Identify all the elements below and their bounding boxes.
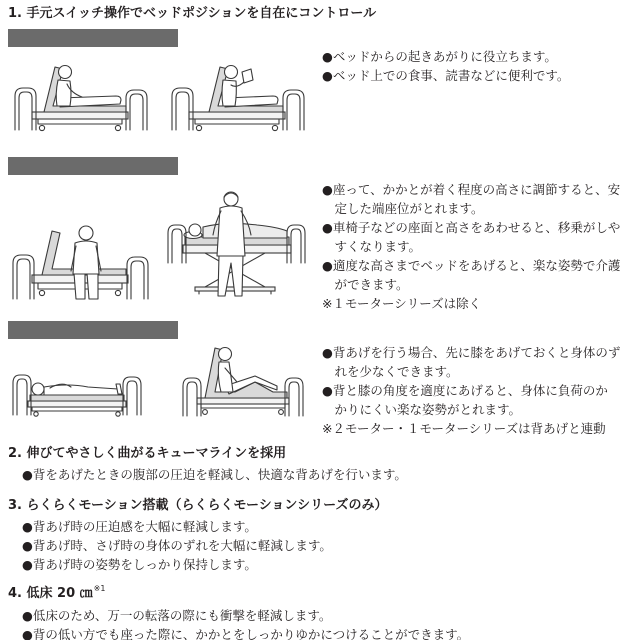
feature-bullet: ●背あげ時、さげ時の身体のずれを大幅に軽減します。 <box>22 538 332 553</box>
bullet-text: ●適度な高さまでベッドをあげると、楽な姿勢で介護 <box>322 258 621 273</box>
feature-bullet: ●背をあげたときの腹部の圧迫を軽減し、快適な背あげを行います。 <box>22 467 407 482</box>
head-rail <box>15 88 36 130</box>
foot-rail <box>283 90 304 130</box>
position-header-back-raise <box>8 29 178 63</box>
bullet-text-continued: すくなります。 <box>334 239 422 254</box>
bullet-text-continued: かりにくい楽な姿勢がとれます。 <box>334 402 522 417</box>
bullet-text: ●背あげを行う場合、先に膝をあげておくと身体のず <box>322 345 621 360</box>
foot-rail <box>287 225 305 263</box>
feature-bullets <box>8 606 469 640</box>
head-rail <box>13 255 34 299</box>
position-header-height-adjust <box>8 157 178 191</box>
feature-title <box>8 579 469 604</box>
person-figure <box>32 383 122 395</box>
feature-bullet: ●背あげ時の圧迫感を大幅に軽減します。 <box>22 519 257 534</box>
feature-easy-motion <box>8 496 387 574</box>
illustration-back-raise-reading <box>165 52 310 134</box>
bullet-text: ●座って、かかとが着く程度の高さに調節すると、安 <box>322 182 621 197</box>
height-adjust-bullets <box>322 180 620 313</box>
section-1-title: 1. 手元スイッチ操作でベッドポジションを自在にコントロール <box>8 6 377 21</box>
footnote-mark: ※1 <box>93 584 106 593</box>
position-header-label: 高 さ 調 節 <box>68 177 143 191</box>
head-rail <box>172 88 193 130</box>
bullet-text: ●ベッド上での食事、読書などに便利です。 <box>322 68 570 83</box>
head-rail <box>183 378 201 416</box>
feature-title: 3. らくらくモーション搭載（らくらくモーションシリーズのみ） <box>8 498 388 513</box>
feature-title-text: 4. 低床 20 ㎝ <box>8 586 93 601</box>
illustration-back-raise-sitting <box>8 52 153 134</box>
illustration-knee-raise-reclining <box>165 340 310 418</box>
person-figure <box>71 226 101 299</box>
position-header-knee-raise <box>8 321 178 355</box>
mattress <box>205 348 287 398</box>
feature-curve-line <box>8 444 407 484</box>
note-text: ※２モーター・１モーターシリーズは背あげと連動 <box>322 421 606 436</box>
illustration-raised-bed-caregiver <box>165 183 310 302</box>
feature-bullets <box>8 465 407 484</box>
bullet-text-continued: れを少なくできます。 <box>334 364 459 379</box>
bed-frame <box>189 112 285 131</box>
head-rail <box>168 225 186 263</box>
head-rail <box>13 375 31 415</box>
note-text: ※１モーターシリーズは除く <box>322 296 482 311</box>
foot-rail <box>285 378 303 416</box>
bed-frame <box>32 112 128 131</box>
foot-rail <box>127 257 148 299</box>
feature-bullet: ●低床のため、万一の転落の際にも衝撃を軽減します。 <box>22 608 332 623</box>
bed-frame <box>197 398 289 414</box>
feature-low-floor <box>8 579 469 640</box>
book-icon <box>242 69 253 83</box>
bed-frame <box>28 401 126 416</box>
feature-title: 2. 伸びてやさしく曲がるキューマラインを採用 <box>8 446 287 461</box>
person-figure <box>56 66 121 108</box>
bullet-text: ●車椅子などの座面と高さをあわせると、移乗がしや <box>322 220 621 235</box>
feature-bullets <box>8 517 387 574</box>
knee-raise-bullets <box>322 343 620 438</box>
foot-rail <box>123 377 141 415</box>
position-header-label: 背 あ げ <box>78 49 133 63</box>
illustration-lying-flat <box>8 365 153 418</box>
feature-bullet: ●背の低い方でも座った際に、かかとをしっかりゆかにつけることができます。 <box>22 627 470 640</box>
mattress <box>30 395 124 401</box>
bullet-text-continued: ができます。 <box>334 277 409 292</box>
position-header-label: 膝 あ げ <box>78 341 133 355</box>
illustration-sitting-on-bed-edge <box>8 213 153 302</box>
back-raise-bullets <box>322 47 569 85</box>
foot-rail <box>126 90 147 130</box>
bullet-text: ●ベッドからの起きあがりに役立ちます。 <box>322 49 557 64</box>
bullet-text-continued: 定した端座位がとれます。 <box>334 201 484 216</box>
bullet-text: ●背と膝の角度を適度にあげると、身体に負荷のか <box>322 383 608 398</box>
feature-bullet: ●背あげ時の姿勢をしっかり保持します。 <box>22 557 257 572</box>
